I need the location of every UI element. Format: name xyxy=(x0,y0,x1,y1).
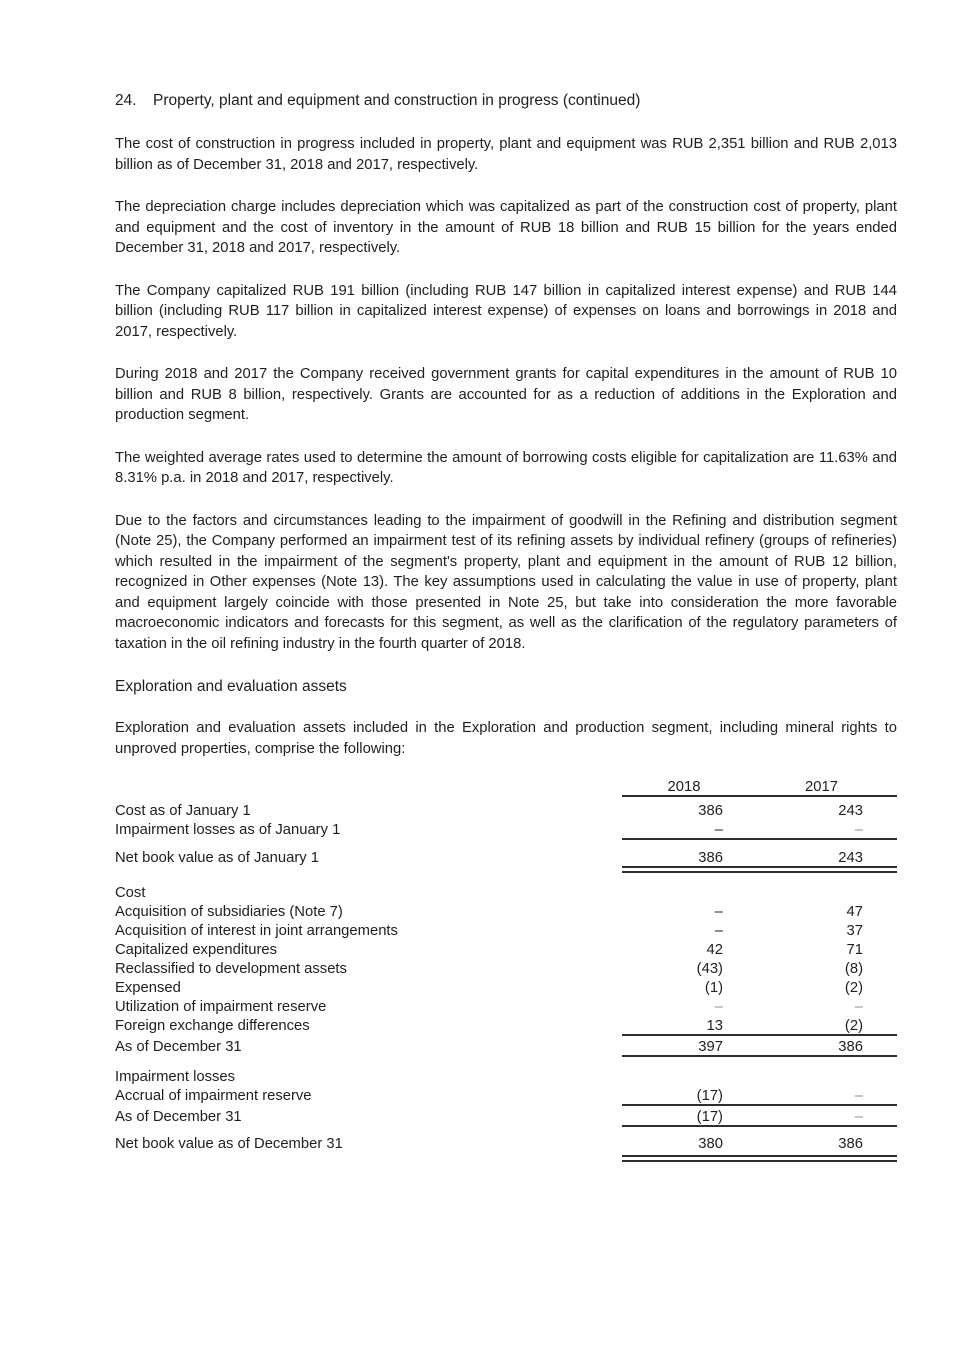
table-row xyxy=(115,1085,897,1104)
table-row xyxy=(115,819,897,838)
row-label: Impairment losses as of January 1 xyxy=(115,822,341,838)
row-label: Foreign exchange differences xyxy=(115,1018,310,1034)
cell-2018: (17) xyxy=(696,1088,723,1104)
row-label: As of December 31 xyxy=(115,1039,242,1055)
table-row xyxy=(115,840,897,866)
table-double-rule xyxy=(622,1155,897,1162)
cell-2017: 243 xyxy=(838,850,863,866)
table-row xyxy=(115,977,897,996)
table-row xyxy=(115,996,897,1015)
column-header-2017: 2017 xyxy=(805,779,838,795)
row-label: Capitalized expenditures xyxy=(115,942,278,958)
row-label: Net book value as of December 31 xyxy=(115,1136,343,1152)
row-label: Cost as of January 1 xyxy=(115,803,251,819)
row-label: As of December 31 xyxy=(115,1109,242,1125)
row-label: Expensed xyxy=(115,980,181,996)
table-spacer xyxy=(115,1057,897,1066)
cell-2018: – xyxy=(714,904,723,920)
row-label: Accrual of impairment reserve xyxy=(115,1088,312,1104)
cell-2018: (1) xyxy=(704,980,723,996)
cell-2017: (8) xyxy=(844,961,863,977)
table-header-row xyxy=(115,773,897,795)
section-title: Property, plant and equipment and construction in progress (continued) xyxy=(153,92,641,109)
paragraph-government-grants: During 2018 and 2017 the Company received government grants for capital expenditures in the amount of RUB 10 billion and RUB 8 billion, respectively. Grants are accounted for as a reduction of additions in the Exploration and production segment. xyxy=(115,366,897,423)
paragraph-depreciation-charge: The depreciation charge includes depreciation which was capitalized as part of the construction cost of property, plant and equipment and the cost of inventory in the amount of RUB 18 billion and RUB 15 billion for the years ended December 31, 2018 and 2017, respectively. xyxy=(115,199,897,256)
paragraph-capitalized-borrowings: The Company capitalized RUB 191 billion (including RUB 147 billion in capitalized interest expense) and RUB 144 billion (including RUB 117 billion in capitalized interest expense) of expenses on loans and borrowings in 2018 and 2017, respectively. xyxy=(115,282,897,340)
table-row xyxy=(115,920,897,939)
table-row xyxy=(115,901,897,920)
cell-2017: 71 xyxy=(846,942,863,958)
row-label: Net book value as of January 1 xyxy=(115,850,319,866)
table-row xyxy=(115,1136,897,1152)
cell-2017: – xyxy=(854,999,863,1015)
row-label: Acquisition of interest in joint arrangements xyxy=(115,923,398,939)
cell-2017: – xyxy=(854,822,863,838)
cell-2017: 47 xyxy=(846,904,863,920)
cell-2017: 386 xyxy=(838,1136,863,1152)
section-number: 24. xyxy=(115,92,137,109)
section-label: Cost xyxy=(115,885,146,901)
cell-2018: (43) xyxy=(696,961,723,977)
cell-2018: 386 xyxy=(698,803,723,819)
cell-2017: 386 xyxy=(838,1039,863,1055)
column-header-2018: 2018 xyxy=(667,779,701,795)
table-section-row xyxy=(115,882,897,901)
table-spacer xyxy=(115,873,897,882)
table-row xyxy=(115,797,897,819)
cell-2017: 37 xyxy=(846,923,863,939)
table-spacer xyxy=(115,1127,897,1136)
cell-2018: 386 xyxy=(698,850,723,866)
subheading-exploration-assets: Exploration and evaluation assets xyxy=(115,678,347,695)
section-label: Impairment losses xyxy=(115,1069,236,1085)
cell-2018: – xyxy=(714,822,723,838)
paragraph-construction-cost: The cost of construction in progress included in property, plant and equipment was RUB 2,351 billion and RUB 2,013 billion as of December 31, 2018 and 2017, respectively. xyxy=(115,136,897,173)
cell-2017: – xyxy=(854,1088,863,1104)
cell-2017: – xyxy=(854,1109,863,1125)
cell-2017: 243 xyxy=(838,803,863,819)
table-section-row xyxy=(115,1066,897,1085)
table-row xyxy=(115,939,897,958)
cell-2017: (2) xyxy=(844,980,863,996)
cell-2018: – xyxy=(714,923,723,939)
row-label: Acquisition of subsidiaries (Note 7) xyxy=(115,904,343,920)
table-row xyxy=(115,1036,897,1055)
cell-2018: 13 xyxy=(706,1018,723,1034)
table-double-rule xyxy=(622,866,897,873)
cell-2018: 380 xyxy=(698,1136,723,1152)
cell-2018: – xyxy=(714,999,723,1015)
paragraph-table-intro: Exploration and evaluation assets included in the Exploration and production segment, including mineral rights to unproved properties, comprise the following: xyxy=(115,720,897,757)
section-heading xyxy=(115,90,897,111)
cell-2017: (2) xyxy=(844,1018,863,1034)
cell-2018: (17) xyxy=(696,1109,723,1125)
row-label: Reclassified to development assets xyxy=(115,961,347,977)
cell-2018: 42 xyxy=(706,942,723,958)
page-content xyxy=(115,90,897,1162)
table-row xyxy=(115,958,897,977)
paragraph-impairment-test: Due to the factors and circumstances leading to the impairment of goodwill in the Refining and distribution segment (Note 25), the Company performed an impairment test of its refining assets by individual refinery (groups of refineries) which resulted in the impairment of the segment's property, plant and equipment in the amount of RUB 12 billion, recognized in Other expenses (Note 13). The key assumptions used in calculating the value in use of property, plant and equipment largely coincide with those presented in Note 25, but take into consideration the more favorable macroeconomic indicators and forecasts for this segment, as well as the clarification of the regulatory parameters of taxation in the oil refining industry in the fourth quarter of 2018. xyxy=(115,512,897,652)
row-label: Utilization of impairment reserve xyxy=(115,999,327,1015)
paragraph-weighted-average-rates: The weighted average rates used to determine the amount of borrowing costs eligible for capitalization are 11.63% and 8.31% p.a. in 2018 and 2017, respectively. xyxy=(115,449,897,486)
exploration-assets-table xyxy=(115,773,897,1162)
table-row xyxy=(115,1015,897,1034)
cell-2018: 397 xyxy=(698,1039,723,1055)
table-row xyxy=(115,1106,897,1125)
